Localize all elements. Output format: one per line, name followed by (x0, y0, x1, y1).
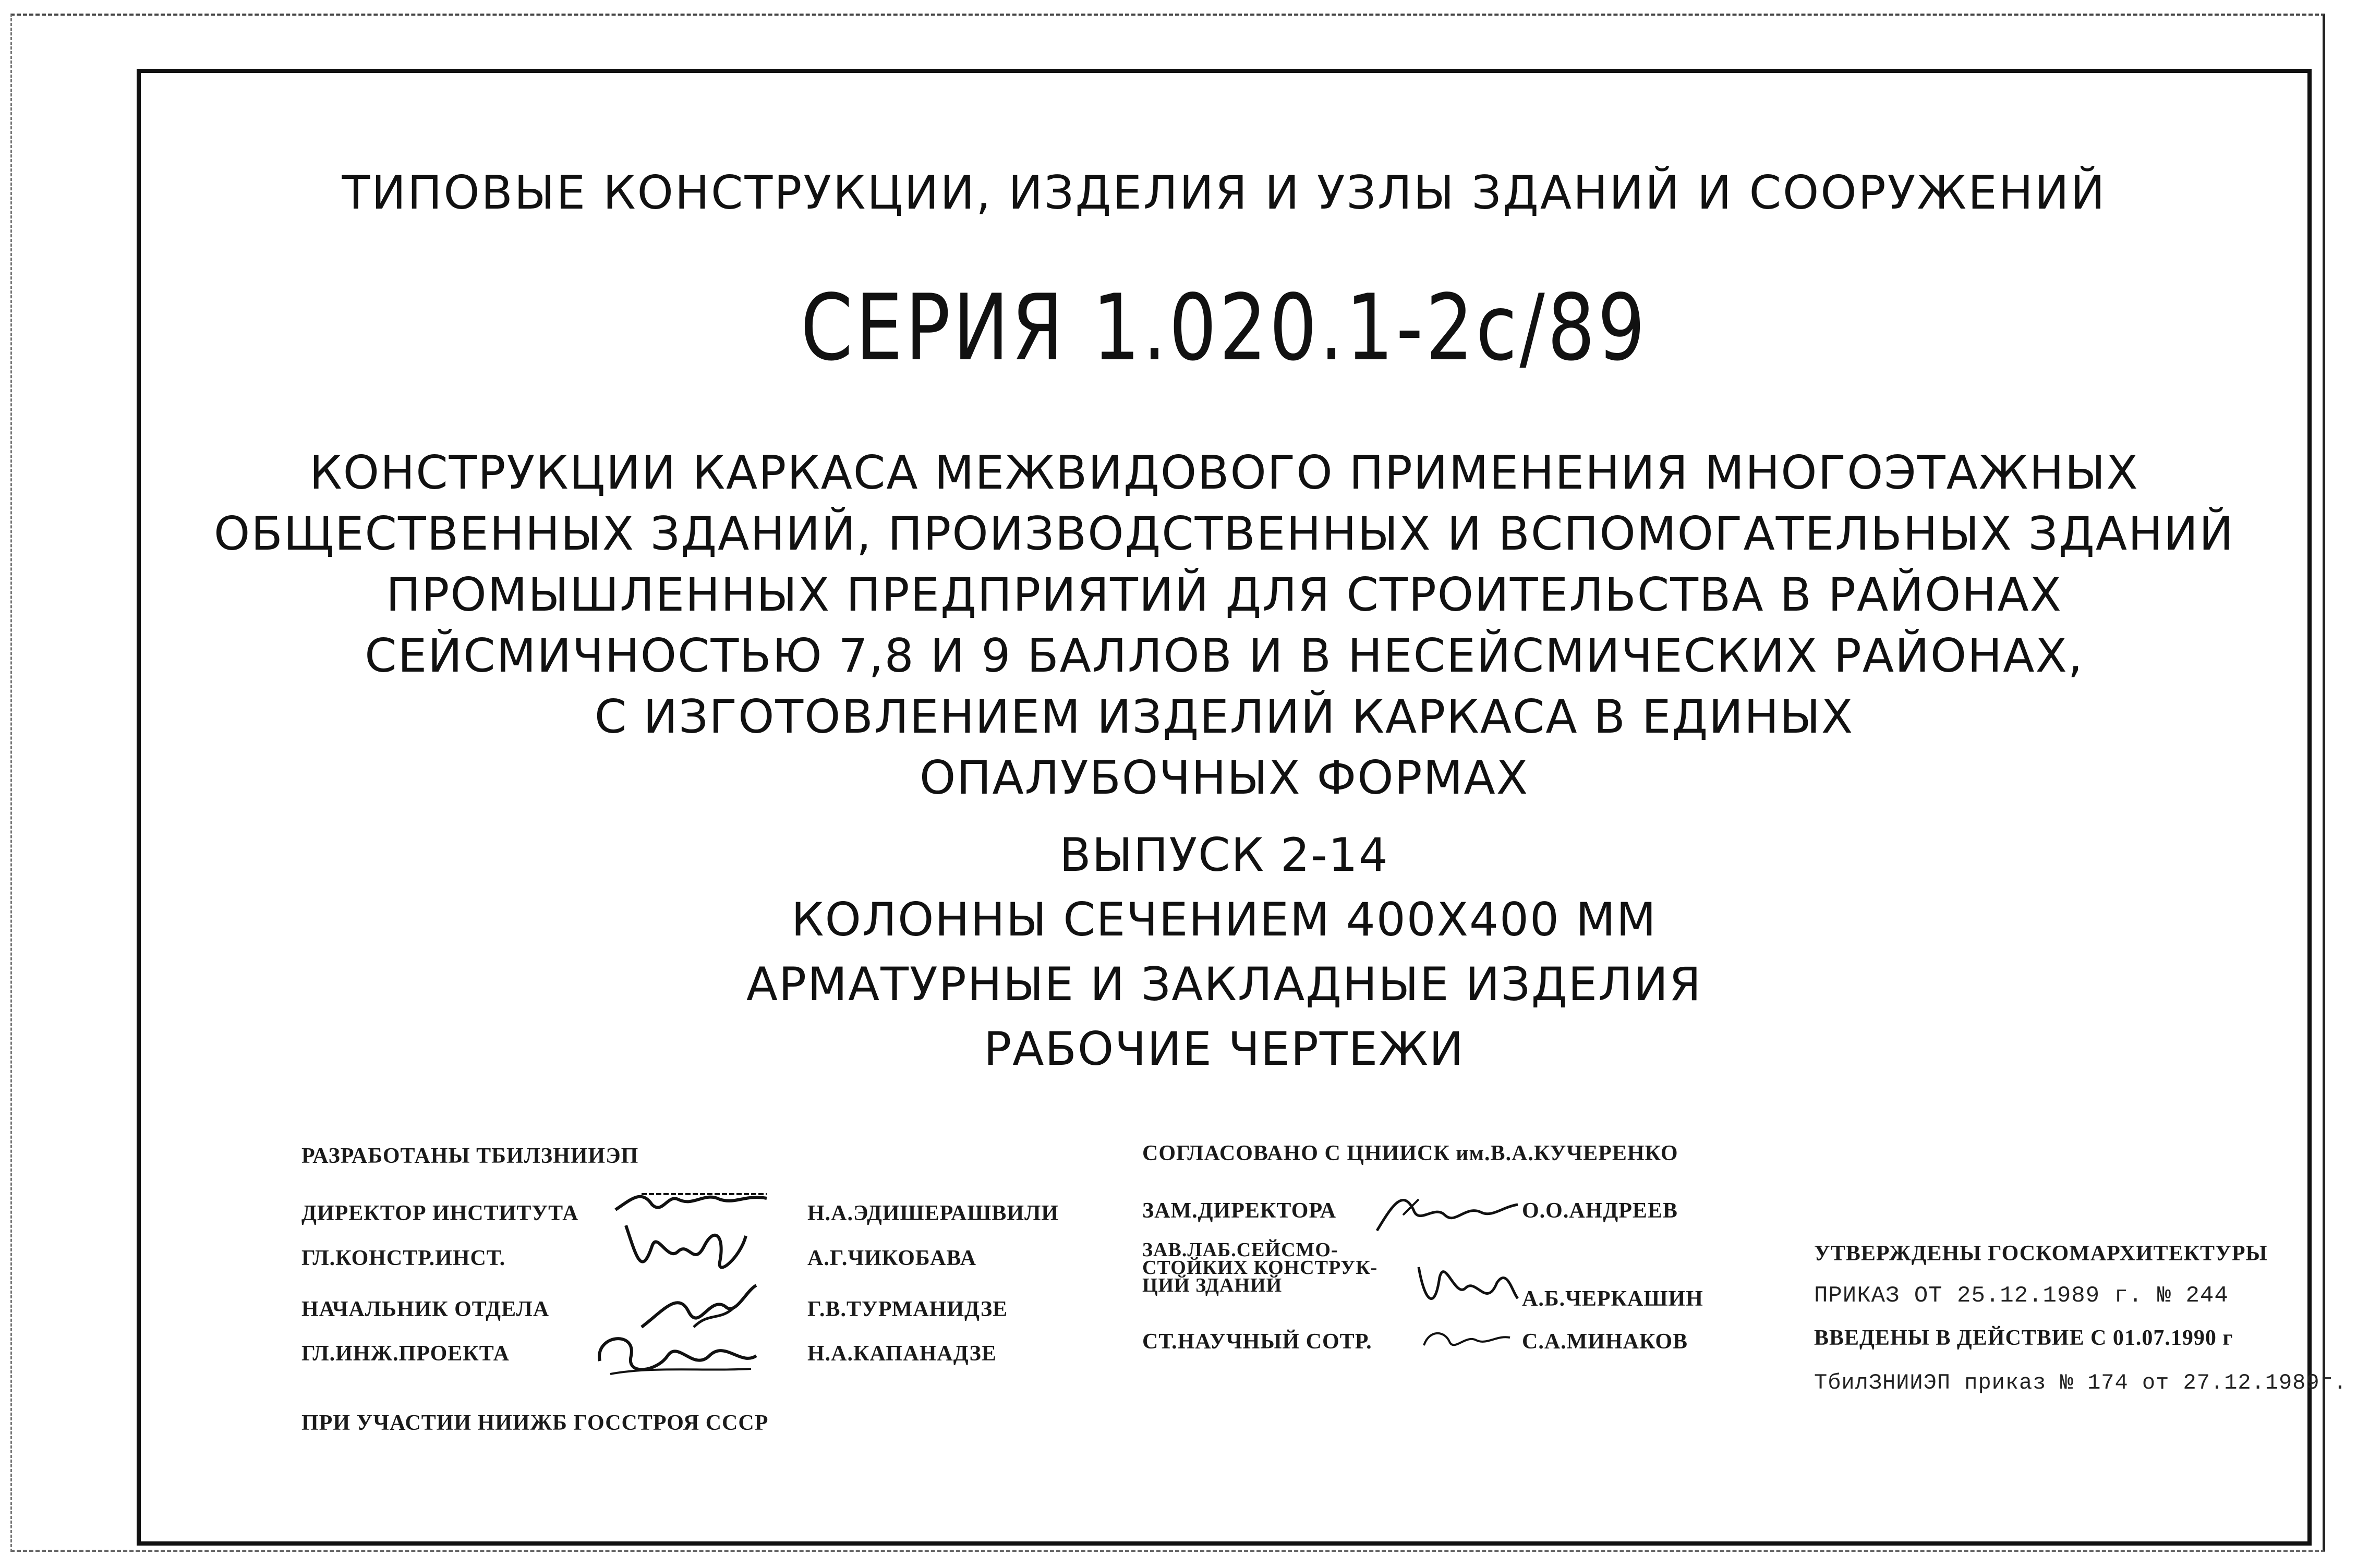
approval-approved: УТВЕРЖДЕНЫ ГОСКОМАРХИТЕКТУРЫ (1814, 1242, 2268, 1266)
developer-role: НАЧАЛЬНИК ОТДЕЛА (301, 1297, 550, 1321)
signature-chief-engineer (589, 1324, 762, 1384)
developer-role: ГЛ.КОНСТР.ИНСТ. (301, 1246, 506, 1270)
signature-senior-researcher (1419, 1319, 1513, 1358)
participation-note: ПРИ УЧАСТИИ НИИЖБ ГОССТРОЯ СССР (301, 1411, 769, 1435)
issue-line: АРМАТУРНЫЕ И ЗАКЛАДНЫЕ ИЗДЕЛИЯ (746, 957, 1702, 1011)
issue-number: ВЫПУСК 2-14 (1059, 828, 1389, 882)
developer-name: Н.А.КАПАНАДЗЕ (807, 1342, 997, 1366)
developer-role: ГЛ.ИНЖ.ПРОЕКТА (301, 1342, 510, 1366)
agreed-role: ЗАМ.ДИРЕКТОРА (1142, 1199, 1337, 1223)
agreed-role: СТ.НАУЧНЫЙ СОТР. (1142, 1330, 1372, 1354)
signature-chief-designer (621, 1215, 756, 1290)
issue-line: КОЛОННЫ СЕЧЕНИЕМ 400Х400 ММ (791, 893, 1657, 946)
approval-effective: ВВЕДЕНЫ В ДЕЙСТВИЕ С 01.07.1990 г (1814, 1326, 2233, 1350)
title-line: СЕЙСМИЧНОСТЬЮ 7,8 И 9 БАЛЛОВ И В НЕСЕЙСМИЧЕСКИХ РАЙОНАХ, (365, 629, 2084, 683)
header-text: ТИПОВЫЕ КОНСТРУКЦИИ, ИЗДЕЛИЯ И УЗЛЫ ЗДАНИЙ И СООРУЖЕНИЙ (342, 166, 2107, 220)
developer-name: А.Г.ЧИКОБАВА (807, 1246, 977, 1270)
issue-block (137, 823, 2312, 1081)
signature-lab-head (1408, 1246, 1523, 1327)
agreed-name: А.Б.ЧЕРКАШИН (1522, 1287, 1703, 1311)
agreed-name: С.А.МИНАКОВ (1522, 1330, 1688, 1354)
title-line: С ИЗГОТОВЛЕНИЕМ ИЗДЕЛИЙ КАРКАСА В ЕДИНЫХ (594, 690, 1854, 744)
issue-line: РАБОЧИЕ ЧЕРТЕЖИ (984, 1022, 1465, 1076)
title-line: ОПАЛУБОЧНЫХ ФОРМАХ (920, 751, 1529, 805)
approval-institute-order: ТбилЗНИИЭП приказ № 174 от 27.12.1989г. (1814, 1370, 2347, 1395)
document-title (137, 442, 2312, 808)
title-line: КОНСТРУКЦИИ КАРКАСА МЕЖВИДОВОГО ПРИМЕНЕНИЯ МНОГОЭТАЖНЫХ (309, 446, 2139, 500)
title-line: ПРОМЫШЛЕННЫХ ПРЕДПРИЯТИЙ ДЛЯ СТРОИТЕЛЬСТВА В РАЙОНАХ (386, 568, 2062, 622)
approval-order: ПРИКАЗ ОТ 25.12.1989 г. № 244 (1814, 1283, 2229, 1309)
signature-deputy-director (1367, 1184, 1523, 1243)
agreed-heading: СОГЛАСОВАНО С ЦНИИСК им.В.А.КУЧЕРЕНКО (1142, 1141, 1678, 1165)
title-line: ОБЩЕСТВЕННЫХ ЗДАНИЙ, ПРОИЗВОДСТВЕННЫХ И ВСПОМОГАТЕЛЬНЫХ ЗДАНИЙ (214, 507, 2234, 561)
agreed-role: ЗАВ.ЛАБ.СЕЙСМО- СТОЙКИХ КОНСТРУК- ЦИЙ ЗДАНИЙ (1142, 1239, 1378, 1296)
developer-heading: РАЗРАБОТАНЫ ТБИЛЗНИИЭП (301, 1144, 639, 1168)
developer-name: Н.А.ЭДИШЕРАШВИЛИ (807, 1201, 1059, 1225)
agreed-name: О.О.АНДРЕЕВ (1522, 1199, 1678, 1223)
developer-role: ДИРЕКТОР ИНСТИТУТА (301, 1201, 579, 1225)
series-number: СЕРИЯ 1.020.1-2с/89 (800, 275, 1648, 381)
developer-name: Г.В.ТУРМАНИДЗЕ (807, 1297, 1008, 1321)
